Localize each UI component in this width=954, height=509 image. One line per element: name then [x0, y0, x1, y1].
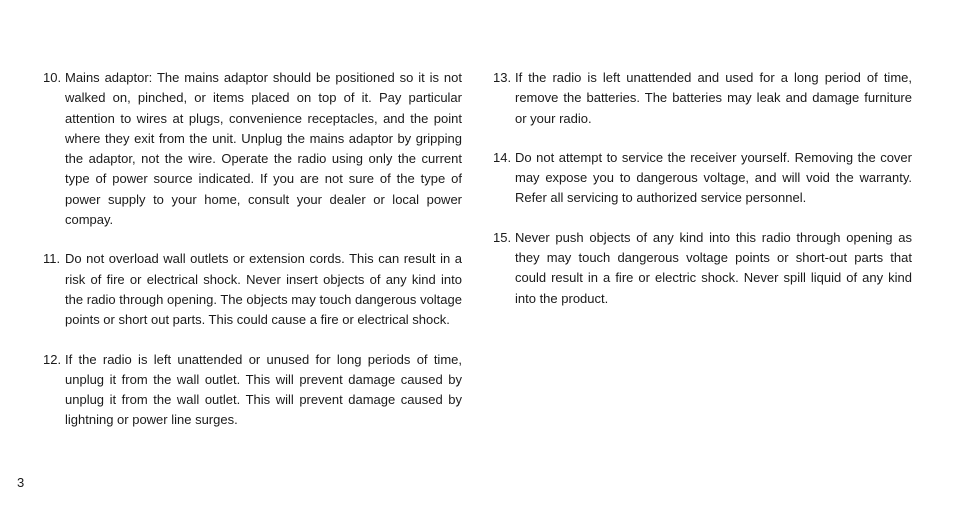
item-text: If the radio is left unattended or unused for long periods of time, unplug it from the wall outlet. This will prevent damage caused by unplug it from the wall outlet. This will prevent damage caused by lightning or power line surges. — [65, 351, 462, 428]
item-number: 12. — [43, 351, 62, 367]
item-text: Never push objects of any kind into this radio through opening as they may touch dangerous voltage points or short-out parts that could result in a fire or electric shock. Never spill liquid of any kind into the product. — [515, 229, 912, 306]
safety-item-12 — [44, 350, 462, 431]
item-number: 14. — [493, 149, 512, 165]
item-text: Mains adaptor: The mains adaptor should be positioned so it is not walked on, pinched, or items placed on top of it. Pay particular attention to wires at plugs, convenience receptacles, and the point where they exit from the unit. Unplug the mains adaptor by gripping the adaptor, not the wire. Operate the radio using only the current type of power source indicated. If you are not sure of the type of power supply to your home, consult your dealer or local power compay. — [65, 70, 462, 228]
safety-item-14 — [494, 148, 912, 209]
safety-item-10 — [44, 68, 462, 230]
safety-item-13 — [494, 68, 912, 129]
left-column — [44, 68, 462, 450]
item-number: 10. — [43, 70, 62, 85]
safety-item-11 — [44, 249, 462, 330]
item-text: Do not overload wall outlets or extension cords. This can result in a risk of fire or electrical shock. Never insert objects of any kind into the radio through opening. The objects may touch dangerous voltage points or short out parts. This could cause a fire or electrical shock. — [65, 251, 462, 328]
right-column — [494, 68, 912, 328]
item-number: 13. — [493, 70, 512, 85]
item-text: If the radio is left unattended and used for a long period of time, remove the batteries. The batteries may leak and damage furniture or your radio. — [515, 70, 912, 126]
page-number: 3 — [17, 475, 25, 490]
item-text: Do not attempt to service the receiver yourself. Removing the cover may expose you to dangerous voltage, and will void the warranty. Refer all servicing to authorized service personnel. — [515, 149, 912, 206]
item-number: 15. — [493, 229, 512, 245]
safety-item-15 — [494, 228, 912, 309]
item-number: 11. — [43, 251, 61, 267]
